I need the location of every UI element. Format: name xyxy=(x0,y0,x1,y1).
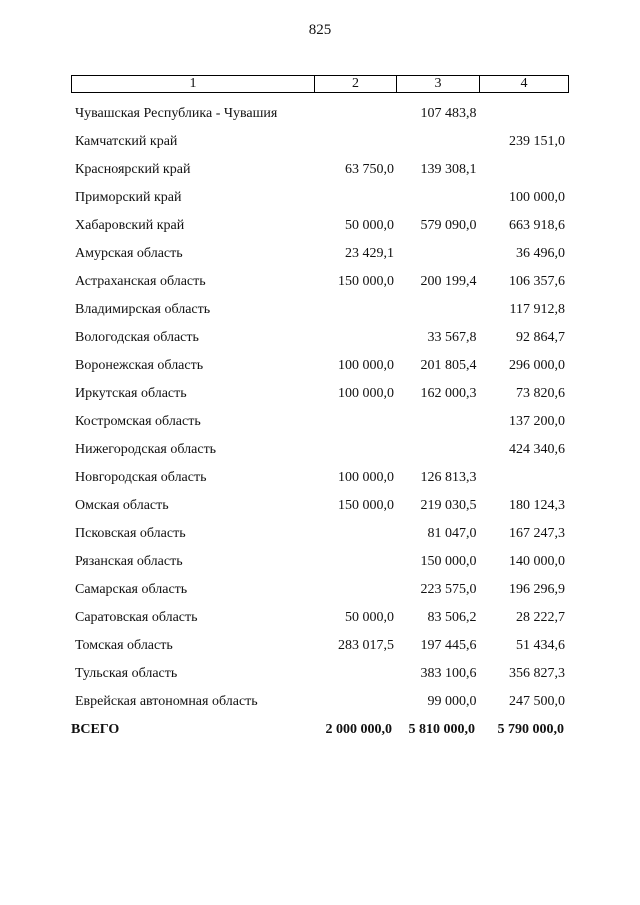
table-row xyxy=(71,270,568,298)
column-header-2: 2 xyxy=(315,76,397,93)
column-3-value xyxy=(397,410,480,438)
column-3-value: 383 100,6 xyxy=(420,666,477,681)
column-4-value: 5 790 000,0 xyxy=(497,722,564,737)
column-3-value xyxy=(397,130,480,158)
column-4-value: 73 820,6 xyxy=(516,386,565,401)
region-name-cell: Омская область xyxy=(75,498,169,513)
column-2-value: 100 000,0 xyxy=(338,386,395,401)
column-4-value: 106 357,6 xyxy=(509,274,565,289)
column-3-value: 197 445,6 xyxy=(420,638,477,653)
column-header-table xyxy=(71,75,569,93)
column-3-value: 579 090,0 xyxy=(420,218,477,233)
region-name-cell: Костромская область xyxy=(75,414,201,429)
region-name-cell: Вологодская область xyxy=(75,330,199,345)
column-3-value: 83 506,2 xyxy=(427,610,477,625)
table-row xyxy=(71,130,568,158)
column-2-value: 23 429,1 xyxy=(345,246,395,261)
table-row xyxy=(71,158,568,186)
column-header-3: 3 xyxy=(397,76,480,93)
region-name-cell: ВСЕГО xyxy=(71,722,120,737)
region-name-cell: Нижегородская область xyxy=(75,442,217,457)
column-4-value: 663 918,6 xyxy=(509,218,565,233)
column-4-value xyxy=(480,158,568,186)
region-name-cell: Томская область xyxy=(75,638,173,653)
table-row xyxy=(71,326,568,354)
column-4-value: 51 434,6 xyxy=(516,638,565,653)
column-2-value: 100 000,0 xyxy=(338,358,395,373)
column-4-value xyxy=(480,102,568,130)
column-4-value: 92 864,7 xyxy=(516,330,565,345)
region-name-cell: Чувашская Республика - Чувашия xyxy=(75,106,278,121)
column-4-value: 180 124,3 xyxy=(509,498,565,513)
column-4-value: 167 247,3 xyxy=(509,526,565,541)
column-header-row xyxy=(72,76,569,93)
column-header-4: 4 xyxy=(480,76,569,93)
column-2-value xyxy=(316,578,398,606)
column-3-value: 5 810 000,0 xyxy=(408,722,475,737)
column-2-value xyxy=(316,186,398,214)
column-2-value xyxy=(316,410,398,438)
region-name-cell: Хабаровский край xyxy=(75,218,185,233)
column-2-value xyxy=(316,690,398,718)
column-3-value xyxy=(397,186,480,214)
column-2-value xyxy=(316,102,398,130)
region-name-cell: Рязанская область xyxy=(75,554,183,569)
column-2-value xyxy=(316,130,398,158)
column-3-value: 99 000,0 xyxy=(427,694,477,709)
table-row xyxy=(71,354,568,382)
total-row xyxy=(71,718,568,746)
column-3-value xyxy=(397,298,480,326)
table-row xyxy=(71,578,568,606)
table-row xyxy=(71,550,568,578)
column-3-value xyxy=(397,438,480,466)
region-name-cell: Владимирская область xyxy=(75,302,211,317)
column-2-value: 2 000 000,0 xyxy=(325,722,392,737)
region-name-cell: Астраханская область xyxy=(75,274,206,289)
column-2-value: 150 000,0 xyxy=(338,274,395,289)
column-2-value: 150 000,0 xyxy=(338,498,395,513)
table-row xyxy=(71,690,568,718)
page-number: 825 xyxy=(308,22,332,38)
column-3-value: 150 000,0 xyxy=(420,554,477,569)
table-row xyxy=(71,214,568,242)
region-name-cell: Воронежская область xyxy=(75,358,204,373)
column-2-value xyxy=(316,438,398,466)
column-4-value: 356 827,3 xyxy=(509,666,565,681)
column-3-value: 219 030,5 xyxy=(420,498,477,513)
column-2-value: 50 000,0 xyxy=(345,218,395,233)
table-row xyxy=(71,522,568,550)
table-row xyxy=(71,606,568,634)
column-4-value: 196 296,9 xyxy=(509,582,565,597)
column-4-value: 424 340,6 xyxy=(509,442,565,457)
column-4-value: 239 151,0 xyxy=(509,134,565,149)
column-3-value xyxy=(397,242,480,270)
column-4-value xyxy=(480,466,568,494)
column-2-value xyxy=(316,326,398,354)
column-4-value: 140 000,0 xyxy=(509,554,565,569)
region-name-cell: Псковская область xyxy=(75,526,186,541)
column-3-value: 223 575,0 xyxy=(420,582,477,597)
column-2-value: 100 000,0 xyxy=(338,470,395,485)
region-name-cell: Саратовская область xyxy=(75,610,198,625)
column-4-value: 117 912,8 xyxy=(509,302,565,317)
region-name-cell: Камчатский край xyxy=(75,134,178,149)
table-body xyxy=(71,102,568,746)
column-3-value: 126 813,3 xyxy=(420,470,477,485)
table-row xyxy=(71,662,568,690)
column-3-value: 33 567,8 xyxy=(427,330,477,345)
column-4-value: 247 500,0 xyxy=(509,694,565,709)
region-name-cell: Новгородская область xyxy=(75,470,207,485)
table-row xyxy=(71,102,568,130)
column-3-value: 107 483,8 xyxy=(420,106,477,121)
column-2-value xyxy=(316,522,398,550)
table-row xyxy=(71,186,568,214)
table-row xyxy=(71,466,568,494)
table-row xyxy=(71,242,568,270)
table-row xyxy=(71,298,568,326)
table-row xyxy=(71,382,568,410)
column-4-value: 28 222,7 xyxy=(516,610,565,625)
region-name-cell: Приморский край xyxy=(75,190,182,205)
region-name-cell: Иркутская область xyxy=(75,386,187,401)
column-2-value: 50 000,0 xyxy=(345,610,395,625)
column-2-value: 283 017,5 xyxy=(338,638,395,653)
table-row xyxy=(71,494,568,522)
region-name-cell: Красноярский край xyxy=(75,162,191,177)
column-3-value: 81 047,0 xyxy=(427,526,477,541)
region-name-cell: Самарская область xyxy=(75,582,188,597)
column-3-value: 201 805,4 xyxy=(420,358,477,373)
table-row xyxy=(71,634,568,662)
column-2-value xyxy=(316,550,398,578)
column-2-value: 63 750,0 xyxy=(345,162,395,177)
column-4-value: 100 000,0 xyxy=(509,190,565,205)
column-4-value: 296 000,0 xyxy=(509,358,565,373)
column-3-value: 200 199,4 xyxy=(420,274,477,289)
region-name-cell: Тульская область xyxy=(75,666,178,681)
region-name-cell: Амурская область xyxy=(75,246,183,261)
column-header-1: 1 xyxy=(72,76,315,93)
region-name-cell: Еврейская автономная область xyxy=(75,694,258,709)
column-4-value: 36 496,0 xyxy=(516,246,565,261)
column-2-value xyxy=(316,662,398,690)
column-3-value: 162 000,3 xyxy=(420,386,477,401)
table-row xyxy=(71,410,568,438)
column-2-value xyxy=(316,298,398,326)
table-row xyxy=(71,438,568,466)
column-3-value: 139 308,1 xyxy=(420,162,477,177)
column-4-value: 137 200,0 xyxy=(509,414,565,429)
